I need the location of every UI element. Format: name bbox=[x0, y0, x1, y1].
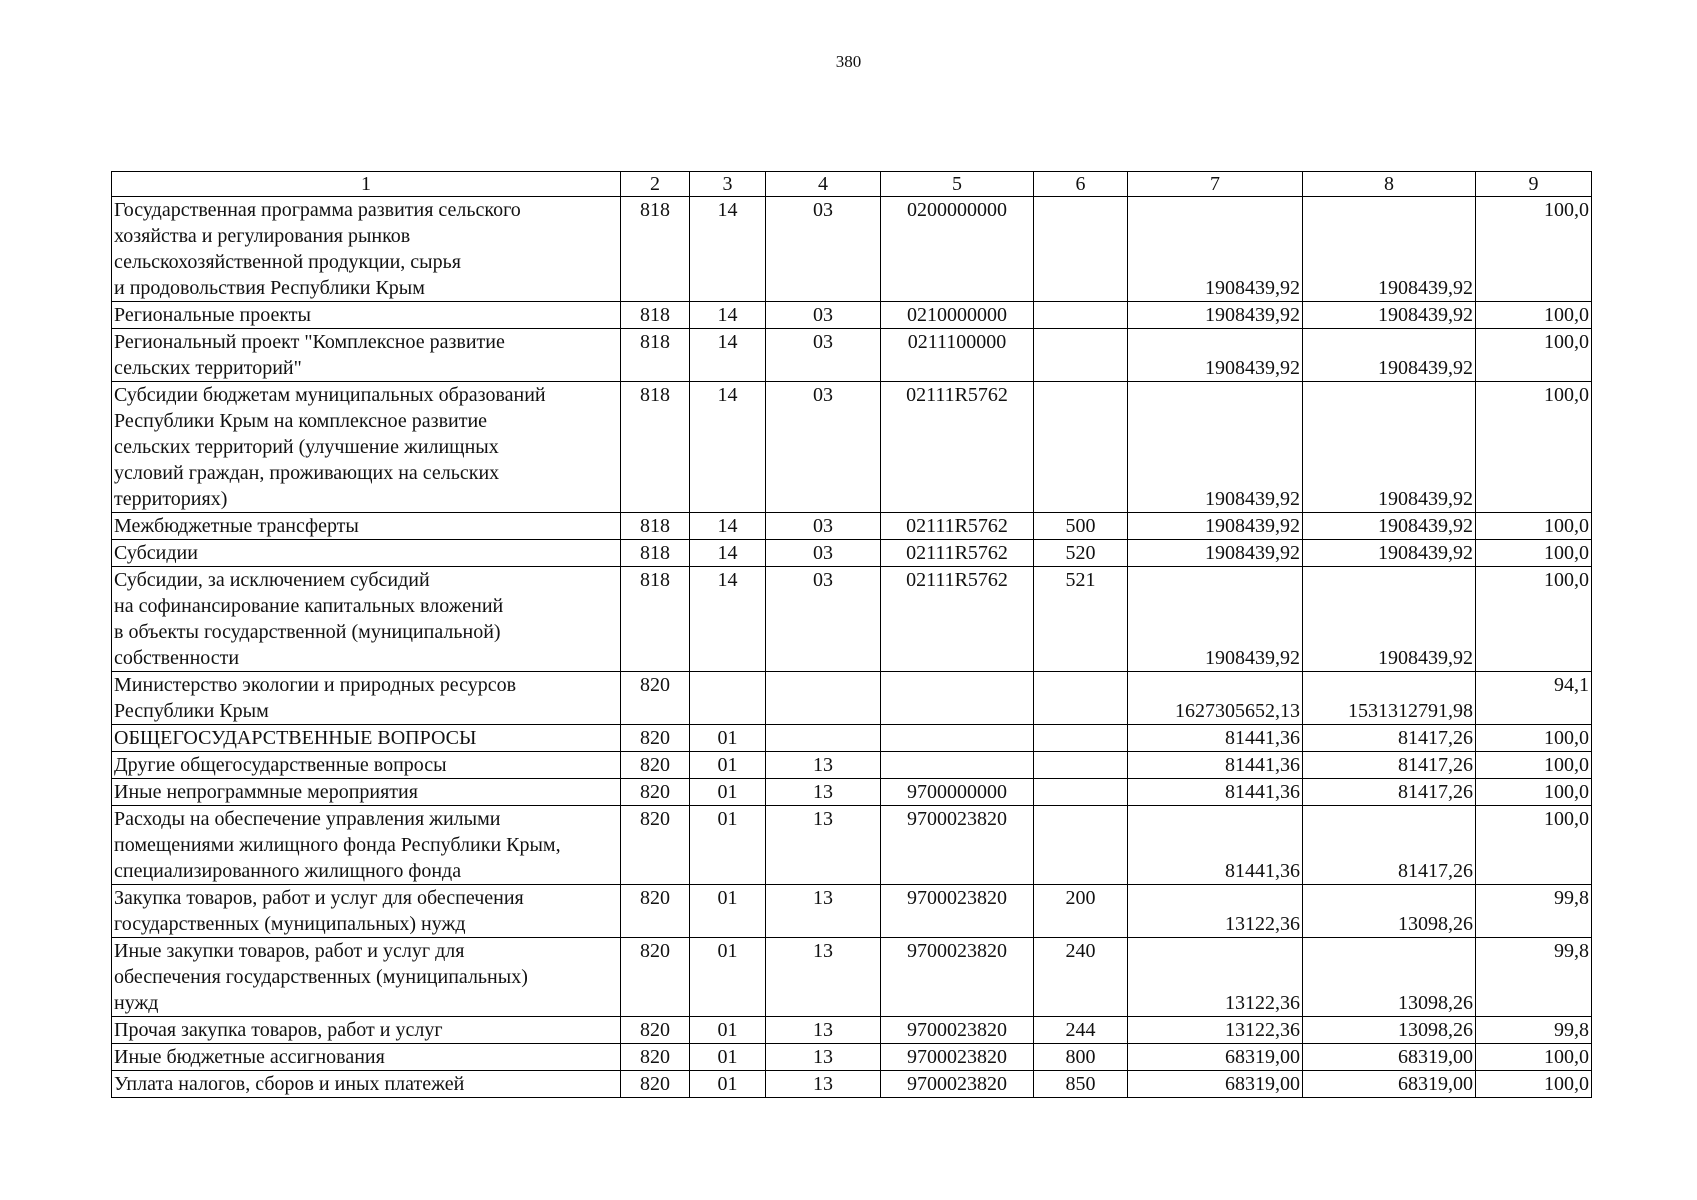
col-3-code: 01 bbox=[690, 725, 766, 752]
col-8-amount: 13098,26 bbox=[1303, 885, 1476, 938]
table-row bbox=[112, 302, 1592, 329]
col-7-amount: 1908439,92 bbox=[1128, 567, 1303, 672]
col-7-amount: 13122,36 bbox=[1128, 885, 1303, 938]
col-8-amount: 81417,26 bbox=[1303, 725, 1476, 752]
col-5-code: 02111R5762 bbox=[881, 513, 1034, 540]
col-2-code: 818 bbox=[621, 302, 690, 329]
table-row bbox=[112, 938, 1592, 1017]
col-6-code bbox=[1034, 329, 1128, 382]
col-5-code: 9700023820 bbox=[881, 1044, 1034, 1071]
column-header: 3 bbox=[690, 172, 766, 197]
col-7-amount: 1908439,92 bbox=[1128, 197, 1303, 302]
col-5-code: 02111R5762 bbox=[881, 540, 1034, 567]
row-name: Субсидии, за исключением субсидий на софинансирование капитальных вложений в объекты государственной (муниципальной) собственности bbox=[112, 567, 621, 672]
col-3-code: 01 bbox=[690, 885, 766, 938]
col-7-amount: 81441,36 bbox=[1128, 806, 1303, 885]
col-8-amount: 68319,00 bbox=[1303, 1071, 1476, 1098]
col-6-code: 200 bbox=[1034, 885, 1128, 938]
col-2-code: 820 bbox=[621, 1017, 690, 1044]
col-6-code bbox=[1034, 197, 1128, 302]
col-8-amount: 1908439,92 bbox=[1303, 540, 1476, 567]
row-name: Субсидии bbox=[112, 540, 621, 567]
table-row bbox=[112, 779, 1592, 806]
col-3-code: 14 bbox=[690, 329, 766, 382]
col-4-code: 03 bbox=[766, 513, 881, 540]
col-3-code: 14 bbox=[690, 302, 766, 329]
table-row bbox=[112, 725, 1592, 752]
table-row bbox=[112, 1017, 1592, 1044]
table-row bbox=[112, 1071, 1592, 1098]
col-2-code: 820 bbox=[621, 752, 690, 779]
row-name: Субсидии бюджетам муниципальных образований Республики Крым на комплексное развитие сельских территорий (улучшение жилищных условий граждан, проживающих на сельских территориях) bbox=[112, 382, 621, 513]
col-7-amount: 1908439,92 bbox=[1128, 302, 1303, 329]
table-row bbox=[112, 329, 1592, 382]
col-7-amount: 1908439,92 bbox=[1128, 540, 1303, 567]
col-7-amount: 1908439,92 bbox=[1128, 513, 1303, 540]
col-3-code: 14 bbox=[690, 540, 766, 567]
col-4-code: 13 bbox=[766, 1017, 881, 1044]
col-4-code: 13 bbox=[766, 1044, 881, 1071]
col-4-code: 03 bbox=[766, 567, 881, 672]
col-4-code: 13 bbox=[766, 885, 881, 938]
column-header: 9 bbox=[1476, 172, 1592, 197]
col-6-code: 500 bbox=[1034, 513, 1128, 540]
table-row bbox=[112, 513, 1592, 540]
col-2-code: 818 bbox=[621, 329, 690, 382]
col-9-percent: 100,0 bbox=[1476, 540, 1592, 567]
col-7-amount: 13122,36 bbox=[1128, 938, 1303, 1017]
col-5-code: 9700023820 bbox=[881, 1017, 1034, 1044]
table-row bbox=[112, 806, 1592, 885]
col-9-percent: 100,0 bbox=[1476, 725, 1592, 752]
column-header: 1 bbox=[112, 172, 621, 197]
col-5-code: 0210000000 bbox=[881, 302, 1034, 329]
col-2-code: 820 bbox=[621, 1071, 690, 1098]
col-2-code: 820 bbox=[621, 806, 690, 885]
col-4-code: 13 bbox=[766, 752, 881, 779]
col-3-code: 01 bbox=[690, 779, 766, 806]
col-9-percent: 100,0 bbox=[1476, 752, 1592, 779]
col-2-code: 818 bbox=[621, 382, 690, 513]
table-row bbox=[112, 752, 1592, 779]
col-9-percent: 100,0 bbox=[1476, 567, 1592, 672]
col-7-amount: 1908439,92 bbox=[1128, 382, 1303, 513]
col-3-code: 01 bbox=[690, 1044, 766, 1071]
col-8-amount: 1531312791,98 bbox=[1303, 672, 1476, 725]
col-7-amount: 13122,36 bbox=[1128, 1017, 1303, 1044]
col-8-amount: 1908439,92 bbox=[1303, 329, 1476, 382]
col-8-amount: 1908439,92 bbox=[1303, 513, 1476, 540]
col-6-code: 520 bbox=[1034, 540, 1128, 567]
col-6-code: 800 bbox=[1034, 1044, 1128, 1071]
table-row bbox=[112, 672, 1592, 725]
col-6-code: 240 bbox=[1034, 938, 1128, 1017]
col-5-code: 9700023820 bbox=[881, 885, 1034, 938]
row-name: Уплата налогов, сборов и иных платежей bbox=[112, 1071, 621, 1098]
table-row bbox=[112, 1044, 1592, 1071]
col-8-amount: 13098,26 bbox=[1303, 1017, 1476, 1044]
col-5-code: 9700023820 bbox=[881, 938, 1034, 1017]
col-5-code: 02111R5762 bbox=[881, 382, 1034, 513]
col-8-amount: 13098,26 bbox=[1303, 938, 1476, 1017]
column-header: 2 bbox=[621, 172, 690, 197]
col-9-percent: 100,0 bbox=[1476, 513, 1592, 540]
col-4-code: 03 bbox=[766, 329, 881, 382]
budget-table bbox=[111, 171, 1592, 1098]
col-2-code: 820 bbox=[621, 725, 690, 752]
col-2-code: 818 bbox=[621, 513, 690, 540]
col-3-code: 01 bbox=[690, 806, 766, 885]
col-3-code: 14 bbox=[690, 197, 766, 302]
col-6-code bbox=[1034, 382, 1128, 513]
row-name: Другие общегосударственные вопросы bbox=[112, 752, 621, 779]
column-header: 7 bbox=[1128, 172, 1303, 197]
row-name: Региональный проект "Комплексное развитие сельских территорий" bbox=[112, 329, 621, 382]
col-9-percent: 100,0 bbox=[1476, 779, 1592, 806]
column-header: 4 bbox=[766, 172, 881, 197]
col-2-code: 820 bbox=[621, 1044, 690, 1071]
col-3-code bbox=[690, 672, 766, 725]
col-2-code: 820 bbox=[621, 672, 690, 725]
column-header: 8 bbox=[1303, 172, 1476, 197]
col-8-amount: 1908439,92 bbox=[1303, 567, 1476, 672]
col-9-percent: 100,0 bbox=[1476, 382, 1592, 513]
col-9-percent: 100,0 bbox=[1476, 1071, 1592, 1098]
col-3-code: 14 bbox=[690, 513, 766, 540]
col-9-percent: 99,8 bbox=[1476, 1017, 1592, 1044]
col-9-percent: 99,8 bbox=[1476, 885, 1592, 938]
col-9-percent: 94,1 bbox=[1476, 672, 1592, 725]
col-4-code: 13 bbox=[766, 806, 881, 885]
col-8-amount: 81417,26 bbox=[1303, 752, 1476, 779]
col-5-code bbox=[881, 672, 1034, 725]
col-6-code: 521 bbox=[1034, 567, 1128, 672]
row-name: Региональные проекты bbox=[112, 302, 621, 329]
col-4-code: 03 bbox=[766, 382, 881, 513]
col-5-code bbox=[881, 752, 1034, 779]
col-6-code bbox=[1034, 779, 1128, 806]
row-name: Государственная программа развития сельского хозяйства и регулирования рынков сельскохозяйственной продукции, сырья и продовольствия Республики Крым bbox=[112, 197, 621, 302]
col-8-amount: 81417,26 bbox=[1303, 806, 1476, 885]
col-2-code: 818 bbox=[621, 197, 690, 302]
col-4-code: 13 bbox=[766, 1071, 881, 1098]
col-9-percent: 100,0 bbox=[1476, 302, 1592, 329]
col-9-percent: 100,0 bbox=[1476, 1044, 1592, 1071]
col-6-code: 244 bbox=[1034, 1017, 1128, 1044]
col-3-code: 01 bbox=[690, 1071, 766, 1098]
col-7-amount: 68319,00 bbox=[1128, 1044, 1303, 1071]
table-row bbox=[112, 382, 1592, 513]
col-3-code: 14 bbox=[690, 382, 766, 513]
col-2-code: 820 bbox=[621, 938, 690, 1017]
col-6-code bbox=[1034, 752, 1128, 779]
col-8-amount: 1908439,92 bbox=[1303, 382, 1476, 513]
table-row bbox=[112, 567, 1592, 672]
col-4-code: 03 bbox=[766, 540, 881, 567]
col-5-code: 02111R5762 bbox=[881, 567, 1034, 672]
table-row bbox=[112, 197, 1592, 302]
col-9-percent: 100,0 bbox=[1476, 197, 1592, 302]
col-8-amount: 68319,00 bbox=[1303, 1044, 1476, 1071]
col-7-amount: 81441,36 bbox=[1128, 752, 1303, 779]
col-6-code: 850 bbox=[1034, 1071, 1128, 1098]
col-3-code: 14 bbox=[690, 567, 766, 672]
col-8-amount: 1908439,92 bbox=[1303, 197, 1476, 302]
col-7-amount: 68319,00 bbox=[1128, 1071, 1303, 1098]
col-7-amount: 81441,36 bbox=[1128, 725, 1303, 752]
col-2-code: 818 bbox=[621, 540, 690, 567]
row-name: Иные непрограммные мероприятия bbox=[112, 779, 621, 806]
col-9-percent: 100,0 bbox=[1476, 806, 1592, 885]
col-4-code bbox=[766, 725, 881, 752]
col-3-code: 01 bbox=[690, 752, 766, 779]
column-header: 5 bbox=[881, 172, 1034, 197]
header-row bbox=[112, 172, 1592, 197]
row-name: Расходы на обеспечение управления жилыми помещениями жилищного фонда Республики Крым, специализированного жилищного фонда bbox=[112, 806, 621, 885]
col-3-code: 01 bbox=[690, 1017, 766, 1044]
col-7-amount: 1908439,92 bbox=[1128, 329, 1303, 382]
col-5-code: 0211100000 bbox=[881, 329, 1034, 382]
col-4-code: 13 bbox=[766, 779, 881, 806]
col-9-percent: 99,8 bbox=[1476, 938, 1592, 1017]
col-4-code: 13 bbox=[766, 938, 881, 1017]
row-name: Прочая закупка товаров, работ и услуг bbox=[112, 1017, 621, 1044]
col-8-amount: 1908439,92 bbox=[1303, 302, 1476, 329]
column-header: 6 bbox=[1034, 172, 1128, 197]
col-2-code: 820 bbox=[621, 885, 690, 938]
col-9-percent: 100,0 bbox=[1476, 329, 1592, 382]
col-5-code bbox=[881, 725, 1034, 752]
row-name: Межбюджетные трансферты bbox=[112, 513, 621, 540]
col-7-amount: 1627305652,13 bbox=[1128, 672, 1303, 725]
col-4-code: 03 bbox=[766, 302, 881, 329]
table-row bbox=[112, 540, 1592, 567]
col-4-code: 03 bbox=[766, 197, 881, 302]
col-8-amount: 81417,26 bbox=[1303, 779, 1476, 806]
col-6-code bbox=[1034, 725, 1128, 752]
col-3-code: 01 bbox=[690, 938, 766, 1017]
row-name: Иные закупки товаров, работ и услуг для обеспечения государственных (муниципальных) нужд bbox=[112, 938, 621, 1017]
col-2-code: 820 bbox=[621, 779, 690, 806]
col-5-code: 9700000000 bbox=[881, 779, 1034, 806]
row-name: ОБЩЕГОСУДАРСТВЕННЫЕ ВОПРОСЫ bbox=[112, 725, 621, 752]
col-5-code: 9700023820 bbox=[881, 1071, 1034, 1098]
col-5-code: 0200000000 bbox=[881, 197, 1034, 302]
col-7-amount: 81441,36 bbox=[1128, 779, 1303, 806]
row-name: Иные бюджетные ассигнования bbox=[112, 1044, 621, 1071]
col-2-code: 818 bbox=[621, 567, 690, 672]
col-6-code bbox=[1034, 302, 1128, 329]
table-row bbox=[112, 885, 1592, 938]
row-name: Министерство экологии и природных ресурсов Республики Крым bbox=[112, 672, 621, 725]
page-number: 380 bbox=[835, 52, 862, 71]
col-5-code: 9700023820 bbox=[881, 806, 1034, 885]
row-name: Закупка товаров, работ и услуг для обеспечения государственных (муниципальных) нужд bbox=[112, 885, 621, 938]
col-4-code bbox=[766, 672, 881, 725]
col-6-code bbox=[1034, 672, 1128, 725]
col-6-code bbox=[1034, 806, 1128, 885]
